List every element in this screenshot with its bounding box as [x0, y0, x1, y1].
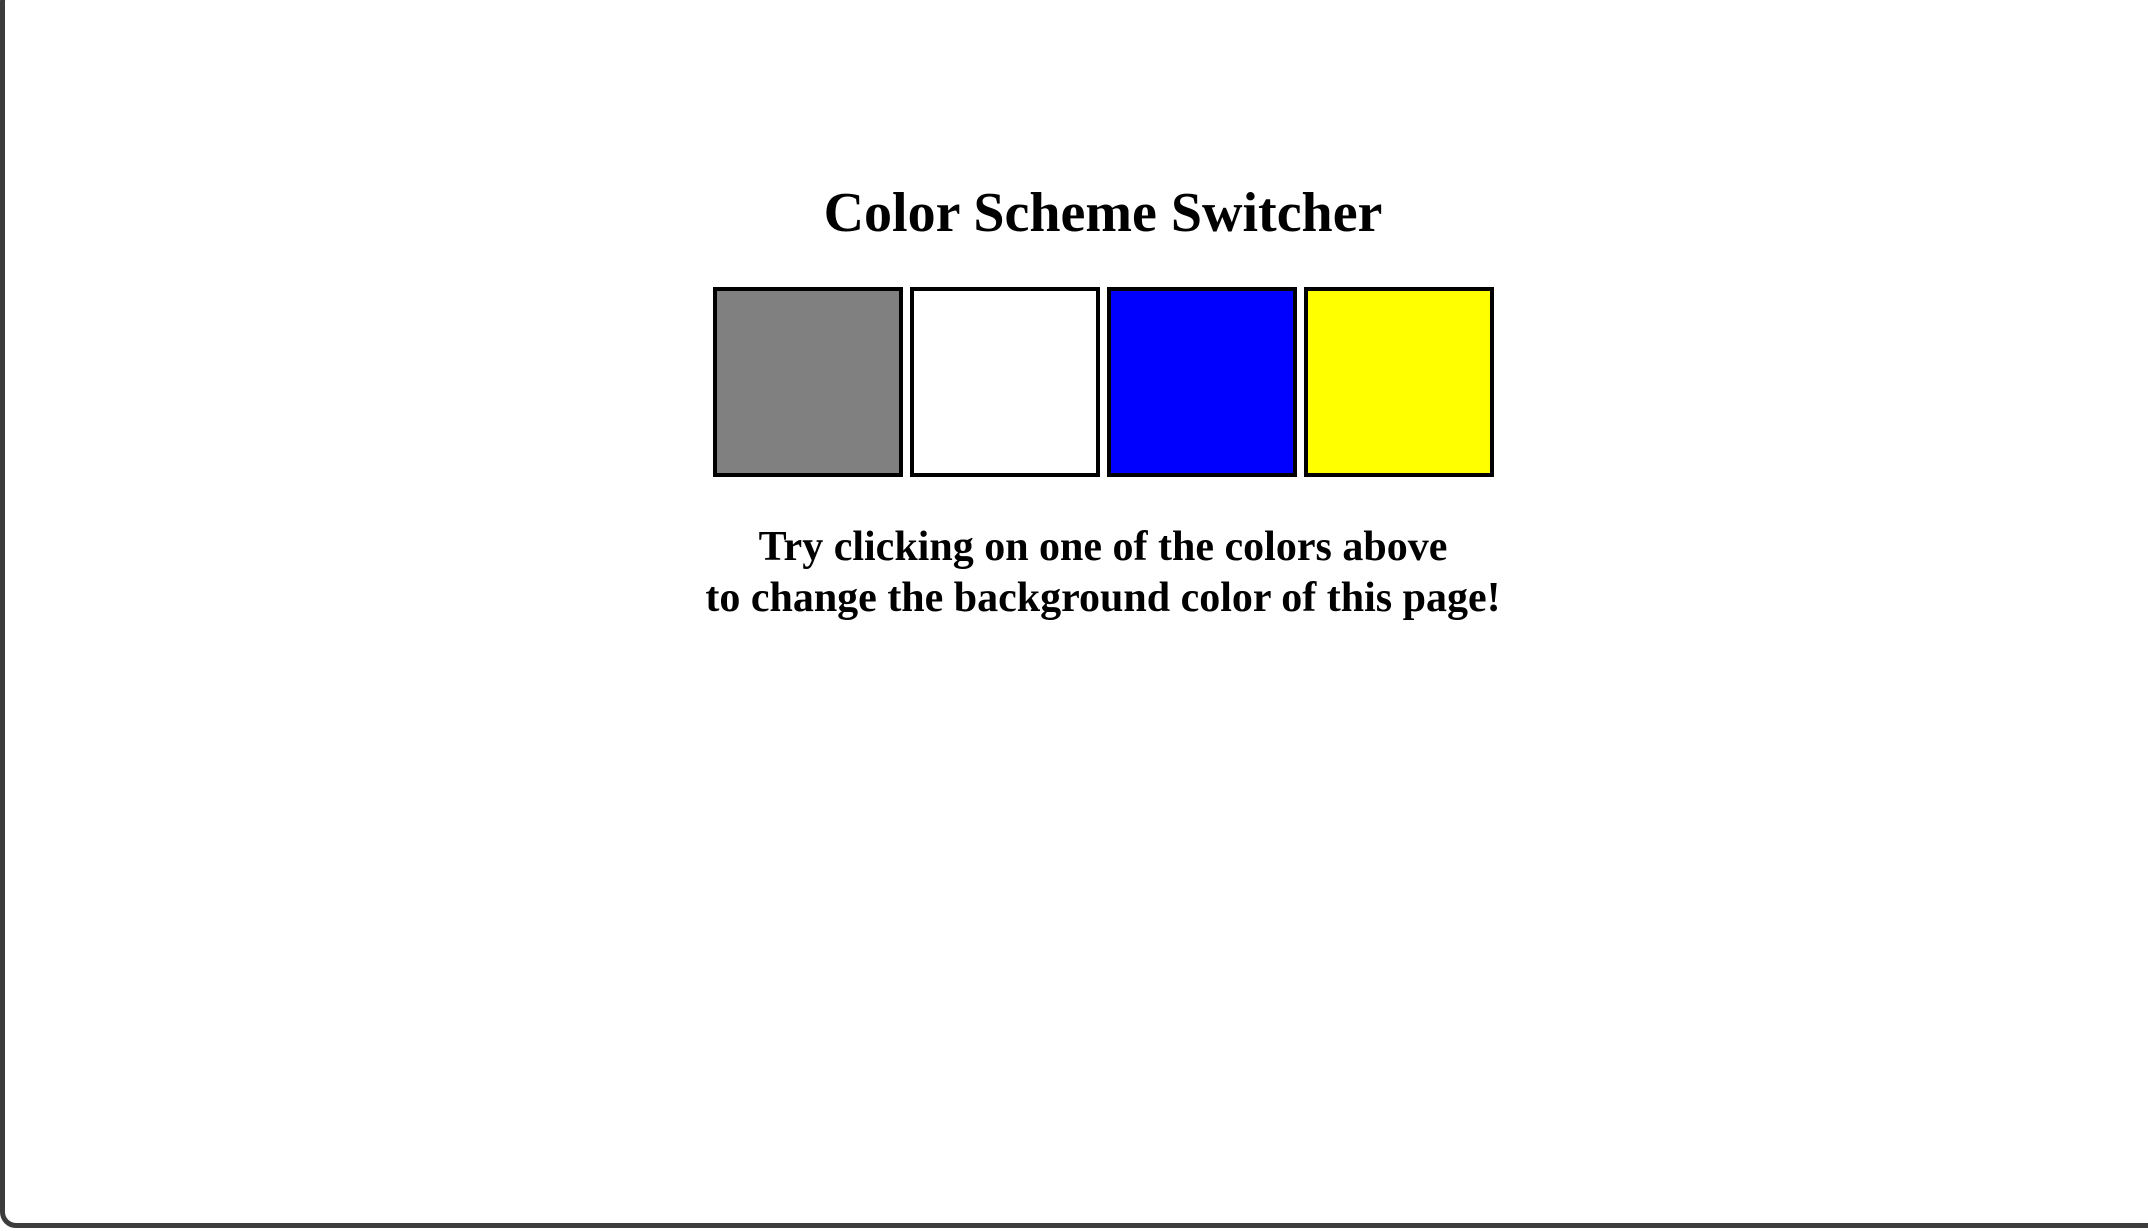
instructions-line-2: to change the background color of this page!: [705, 575, 1501, 621]
gray-swatch-button[interactable]: [713, 287, 903, 477]
color-swatch-row: [29, 287, 2148, 477]
blue-swatch-button[interactable]: [1107, 287, 1297, 477]
instructions-text: [29, 522, 2148, 624]
instructions-line-1: Try clicking on one of the colors above: [758, 524, 1448, 570]
yellow-swatch-button[interactable]: [1304, 287, 1494, 477]
white-swatch-button[interactable]: [910, 287, 1100, 477]
page-title: Color Scheme Switcher: [823, 182, 1383, 244]
